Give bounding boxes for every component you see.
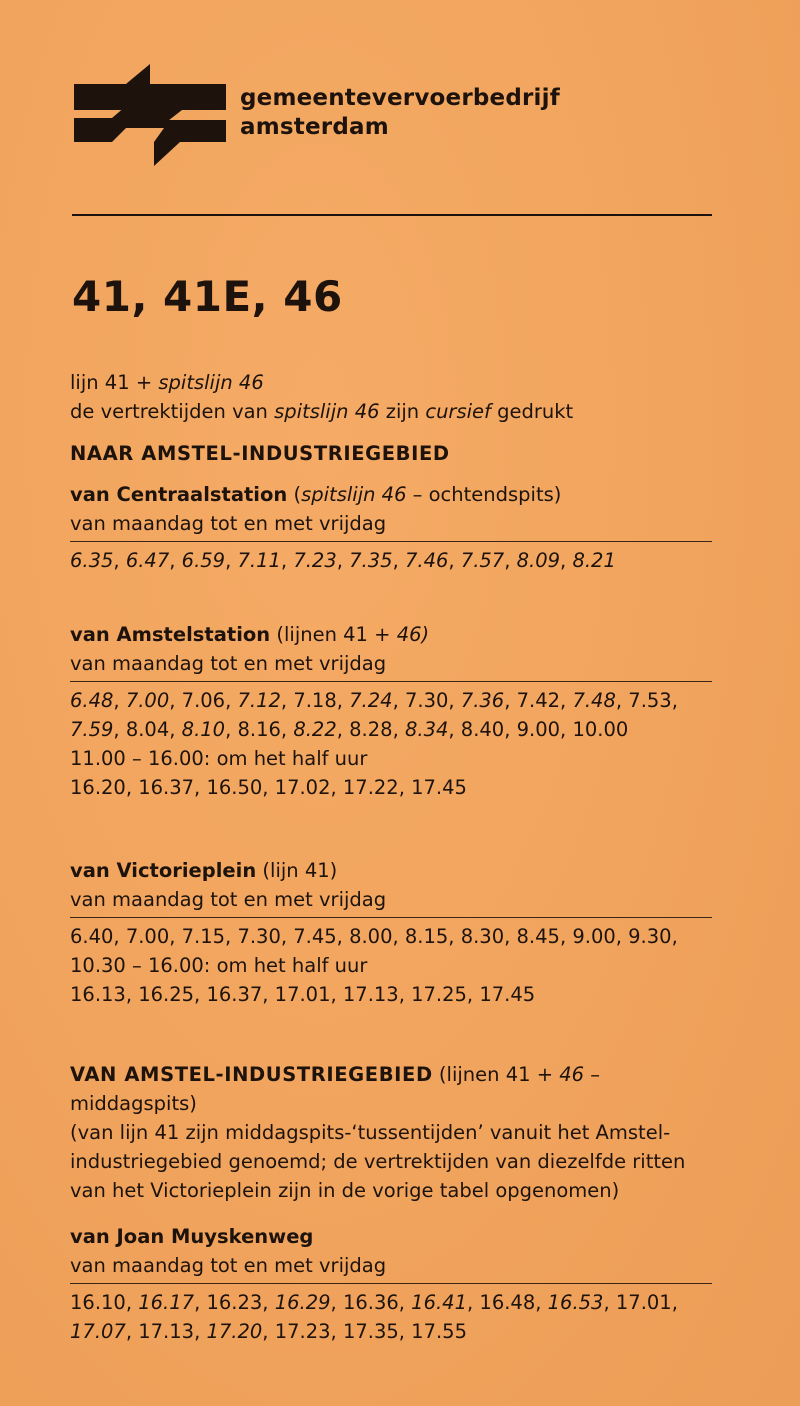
section-heading: NAAR AMSTEL-INDUSTRIEGEBIED: [70, 442, 450, 465]
departure-time: 7.46: [404, 549, 449, 572]
departure-time: 16.36: [342, 1291, 399, 1314]
stop-centraalstation: [70, 480, 720, 575]
stop-note: (: [287, 483, 302, 506]
section-note-cont: middagspits): [70, 1092, 197, 1115]
departure-time: 8.28: [349, 718, 393, 741]
departure-time: 7.59: [70, 718, 114, 741]
stop-note: – ochtendspits): [406, 483, 562, 506]
rule: [70, 1283, 712, 1284]
departure-time: 7.42: [516, 689, 561, 712]
intro-text: gedrukt: [490, 400, 574, 423]
departure-time: 17.55: [411, 1320, 467, 1343]
explanation-line: (van lijn 41 zijn middagspits-‘tussentijden’ vanuit het Amstel-: [70, 1121, 671, 1144]
gvb-logo-icon: [72, 62, 232, 168]
departure-time: 7.18: [293, 689, 337, 712]
departure-time: 16.17: [138, 1291, 195, 1314]
route-title: 41, 41E, 46: [72, 272, 343, 321]
departure-time: 17.20: [206, 1320, 263, 1343]
departure-time: 8.40: [460, 718, 505, 741]
departure-time: 16.23: [206, 1291, 263, 1314]
departure-time: 7.53: [628, 689, 672, 712]
intro-italic: spitslijn 46: [158, 371, 264, 394]
departure-time: 10.00: [572, 718, 629, 741]
departure-time: 8.09: [516, 549, 561, 572]
departure-time: 17.35: [342, 1320, 399, 1343]
intro-text: zijn: [379, 400, 426, 423]
departure-time: 8.22: [293, 718, 337, 741]
rule: [70, 541, 712, 542]
brand-line-1: gemeentevervoerbedrijf: [240, 85, 560, 111]
stop-name: van Centraalstation: [70, 483, 288, 506]
stop-name: van Joan Muyskenweg: [70, 1225, 314, 1248]
stop-amstelstation: [70, 620, 720, 802]
intro-text: lijn 41 +: [70, 371, 159, 394]
departure-times: 6.48, 7.00, 7.06, 7.12, 7.18, 7.24, 7.30, 7.36, 7.42, 7.48, 7.53,: [70, 689, 678, 712]
explanation-line: van het Victorieplein zijn in de vorige tabel opgenomen): [70, 1179, 620, 1202]
stop-note-italic: 46): [396, 623, 430, 646]
header-divider: [72, 214, 712, 216]
stop-note: (lijn 41): [256, 859, 338, 882]
brand-line-2: amsterdam: [240, 114, 389, 140]
stop-victorieplein: [70, 856, 720, 1009]
departure-time: 6.47: [125, 549, 170, 572]
departure-times: 16.10, 16.17, 16.23, 16.29, 16.36, 16.41, 16.48, 16.53, 17.01,: [70, 1291, 678, 1314]
service-days: van maandag tot en met vrijdag: [70, 888, 387, 911]
departure-time: 7.11: [237, 549, 281, 572]
stop-title: [70, 620, 720, 649]
departure-time: 16.41: [411, 1291, 467, 1314]
departure-time: 7.23: [293, 549, 337, 572]
section-heading-line: [70, 1060, 720, 1089]
departure-time: 6.35: [70, 549, 114, 572]
stop-note: (lijnen 41 +: [270, 623, 397, 646]
departure-times: 16.20, 16.37, 16.50, 17.02, 17.22, 17.45: [70, 776, 467, 799]
departure-time: 7.30: [404, 689, 449, 712]
half-hour-note: 10.30 – 16.00: om het half uur: [70, 954, 368, 977]
departure-time: 16.53: [547, 1291, 604, 1314]
stop-name: van Amstelstation: [70, 623, 271, 646]
intro: [70, 368, 720, 426]
intro-italic: cursief: [425, 400, 491, 423]
departure-time: 16.29: [274, 1291, 331, 1314]
departure-time: 17.13: [138, 1320, 195, 1343]
intro-italic: spitslijn 46: [274, 400, 380, 423]
departure-time: 7.00: [125, 689, 170, 712]
section-note-italic: 46: [559, 1063, 585, 1086]
stop-title: [70, 856, 720, 885]
departure-time: 8.10: [181, 718, 226, 741]
intro-text: de vertrektijden van: [70, 400, 275, 423]
departure-time: 8.04: [125, 718, 170, 741]
section-heading: VAN AMSTEL-INDUSTRIEGEBIED: [70, 1063, 433, 1086]
stop-joan-muyskenweg: [70, 1222, 720, 1346]
departure-time: 17.01: [615, 1291, 672, 1314]
intro-line-1: [70, 368, 720, 397]
section-note: (lijnen 41 +: [432, 1063, 560, 1086]
departure-time: 8.21: [572, 549, 616, 572]
departure-time: 7.36: [460, 689, 505, 712]
departure-time: 7.12: [237, 689, 281, 712]
rule: [70, 917, 712, 918]
stop-title: [70, 480, 720, 509]
departure-time: 17.07: [70, 1320, 126, 1343]
intro-line-2: [70, 397, 720, 426]
departure-time: 9.00: [516, 718, 561, 741]
departure-times: 6.40, 7.00, 7.15, 7.30, 7.45, 8.00, 8.15, 8.30, 8.45, 9.00, 9.30,: [70, 925, 678, 948]
departure-times: 7.59, 8.04, 8.10, 8.16, 8.22, 8.28, 8.34, 8.40, 9.00, 10.00: [70, 718, 629, 741]
departure-times: 6.35, 6.47, 6.59, 7.11, 7.23, 7.35, 7.46, 7.57, 8.09, 8.21: [70, 549, 616, 572]
section-van: [70, 1060, 720, 1205]
departure-times: 17.07, 17.13, 17.20, 17.23, 17.35, 17.55: [70, 1320, 467, 1343]
departure-time: 6.48: [70, 689, 114, 712]
half-hour-note: 11.00 – 16.00: om het half uur: [70, 747, 368, 770]
section-note: –: [584, 1063, 601, 1086]
stop-name: van Victorieplein: [70, 859, 257, 882]
departure-times: 16.13, 16.25, 16.37, 17.01, 17.13, 17.25, 17.45: [70, 983, 536, 1006]
departure-time: 17.23: [274, 1320, 331, 1343]
stop-note-italic: spitslijn 46: [301, 483, 407, 506]
departure-time: 6.59: [181, 549, 226, 572]
departure-time: 8.16: [237, 718, 281, 741]
departure-time: 7.35: [349, 549, 393, 572]
departure-time: 16.48: [479, 1291, 536, 1314]
service-days: van maandag tot en met vrijdag: [70, 512, 387, 535]
departure-time: 16.10: [70, 1291, 126, 1314]
section-naar: [70, 439, 720, 468]
service-days: van maandag tot en met vrijdag: [70, 1254, 387, 1277]
departure-time: 7.06: [181, 689, 226, 712]
departure-time: 7.48: [572, 689, 616, 712]
rule: [70, 681, 712, 682]
service-days: van maandag tot en met vrijdag: [70, 652, 387, 675]
departure-time: 7.24: [349, 689, 393, 712]
departure-time: 8.34: [404, 718, 449, 741]
departure-time: 7.57: [460, 549, 505, 572]
brand-name: [240, 84, 560, 142]
explanation-line: industriegebied genoemd; de vertrektijden van diezelfde ritten: [70, 1150, 686, 1173]
